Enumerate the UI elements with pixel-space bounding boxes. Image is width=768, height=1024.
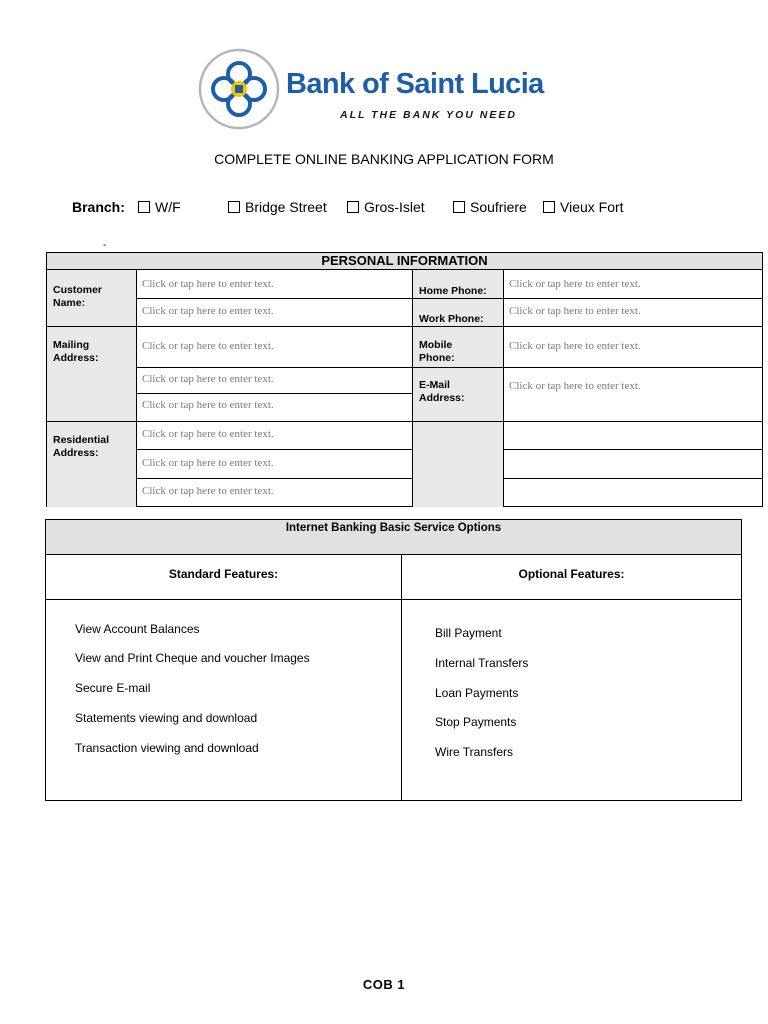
branch-option-label: Soufriere bbox=[470, 199, 527, 215]
standard-feature-item: View and Print Cheque and voucher Images bbox=[75, 651, 310, 665]
branch-option-label: Bridge Street bbox=[245, 199, 327, 215]
residential-address-field-3[interactable]: Click or tap here to enter text. bbox=[142, 485, 274, 497]
mobile-phone-label: Mobile Phone: bbox=[419, 339, 455, 364]
customer-name-field-2[interactable]: Click or tap here to enter text. bbox=[142, 305, 274, 317]
mailing-address-field-3[interactable]: Click or tap here to enter text. bbox=[142, 399, 274, 411]
empty-field-1[interactable] bbox=[504, 422, 763, 449]
divider bbox=[412, 326, 763, 327]
customer-name-field-1[interactable]: Click or tap here to enter text. bbox=[142, 278, 274, 290]
standard-feature-item: Secure E-mail bbox=[75, 681, 151, 695]
branch-option-gros-islet[interactable] bbox=[347, 199, 425, 215]
mobile-phone-field[interactable]: Click or tap here to enter text. bbox=[509, 340, 641, 352]
mailing-address-field-1[interactable]: Click or tap here to enter text. bbox=[142, 340, 274, 352]
home-phone-label: Home Phone: bbox=[419, 285, 487, 297]
branch-option-label: Vieux Fort bbox=[560, 199, 624, 215]
stray-mark: - bbox=[103, 240, 107, 251]
checkbox-soufriere[interactable] bbox=[453, 201, 465, 213]
optional-feature-item: Bill Payment bbox=[435, 626, 502, 640]
page-number: COB 1 bbox=[362, 977, 406, 992]
optional-feature-item: Wire Transfers bbox=[435, 745, 514, 759]
divider bbox=[136, 298, 412, 299]
divider bbox=[136, 393, 412, 394]
empty-field-2[interactable] bbox=[504, 450, 763, 478]
optional-feature-item: Internal Transfers bbox=[435, 656, 529, 670]
divider bbox=[401, 555, 402, 800]
optional-feature-item: Stop Payments bbox=[435, 715, 517, 729]
divider bbox=[412, 270, 413, 507]
checkbox-gros-islet[interactable] bbox=[347, 201, 359, 213]
branch-option-vieux-fort[interactable] bbox=[543, 199, 624, 215]
divider bbox=[46, 599, 741, 600]
customer-name-label: Customer Name: bbox=[53, 284, 103, 309]
divider bbox=[136, 478, 412, 479]
branch-option-bridge-street[interactable] bbox=[228, 199, 327, 215]
branch-option-label: W/F bbox=[155, 199, 181, 215]
residential-address-field-2[interactable]: Click or tap here to enter text. bbox=[142, 457, 274, 469]
bank-tagline: ALL THE BANK YOU NEED bbox=[340, 109, 517, 121]
home-phone-field[interactable]: Click or tap here to enter text. bbox=[509, 278, 641, 290]
branch-option-label: Gros-Islet bbox=[364, 199, 425, 215]
service-options-header: Internet Banking Basic Service Options bbox=[46, 520, 741, 555]
standard-feature-item: Transaction viewing and download bbox=[75, 741, 259, 755]
checkbox-wf[interactable] bbox=[138, 201, 150, 213]
form-title: COMPLETE ONLINE BANKING APPLICATION FORM bbox=[214, 151, 554, 167]
mailing-address-label: Mailing Address: bbox=[53, 339, 99, 364]
standard-feature-item: Statements viewing and download bbox=[75, 711, 258, 725]
divider bbox=[136, 367, 412, 368]
mailing-address-field-2[interactable]: Click or tap here to enter text. bbox=[142, 373, 274, 385]
divider bbox=[136, 449, 412, 450]
standard-features-heading: Standard Features: bbox=[168, 567, 279, 581]
residential-address-label: Residential Address: bbox=[53, 434, 110, 459]
personal-information-table bbox=[46, 252, 763, 507]
work-phone-label: Work Phone: bbox=[419, 313, 484, 325]
work-phone-field[interactable]: Click or tap here to enter text. bbox=[509, 305, 641, 317]
branch-option-soufriere[interactable] bbox=[453, 199, 527, 215]
personal-information-header: PERSONAL INFORMATION bbox=[47, 253, 762, 270]
empty-field-3[interactable] bbox=[504, 479, 763, 506]
branch-label: Branch: bbox=[72, 199, 125, 215]
divider bbox=[412, 298, 763, 299]
bank-logo bbox=[198, 48, 578, 134]
divider bbox=[47, 326, 412, 327]
bank-emblem-icon bbox=[198, 48, 280, 130]
standard-feature-item: View Account Balances bbox=[75, 622, 200, 636]
email-address-label: E-Mail Address: bbox=[419, 379, 465, 404]
optional-feature-item: Loan Payments bbox=[435, 686, 519, 700]
service-options-table bbox=[45, 519, 742, 801]
divider bbox=[47, 421, 412, 422]
email-address-field[interactable]: Click or tap here to enter text. bbox=[509, 380, 641, 392]
optional-features-heading: Optional Features: bbox=[518, 567, 625, 581]
bank-name: Bank of Saint Lucia bbox=[286, 68, 544, 100]
checkbox-bridge-street[interactable] bbox=[228, 201, 240, 213]
divider bbox=[136, 270, 137, 507]
divider bbox=[412, 367, 763, 368]
branch-option-wf[interactable] bbox=[138, 199, 181, 215]
residential-address-field-1[interactable]: Click or tap here to enter text. bbox=[142, 428, 274, 440]
checkbox-vieux-fort[interactable] bbox=[543, 201, 555, 213]
